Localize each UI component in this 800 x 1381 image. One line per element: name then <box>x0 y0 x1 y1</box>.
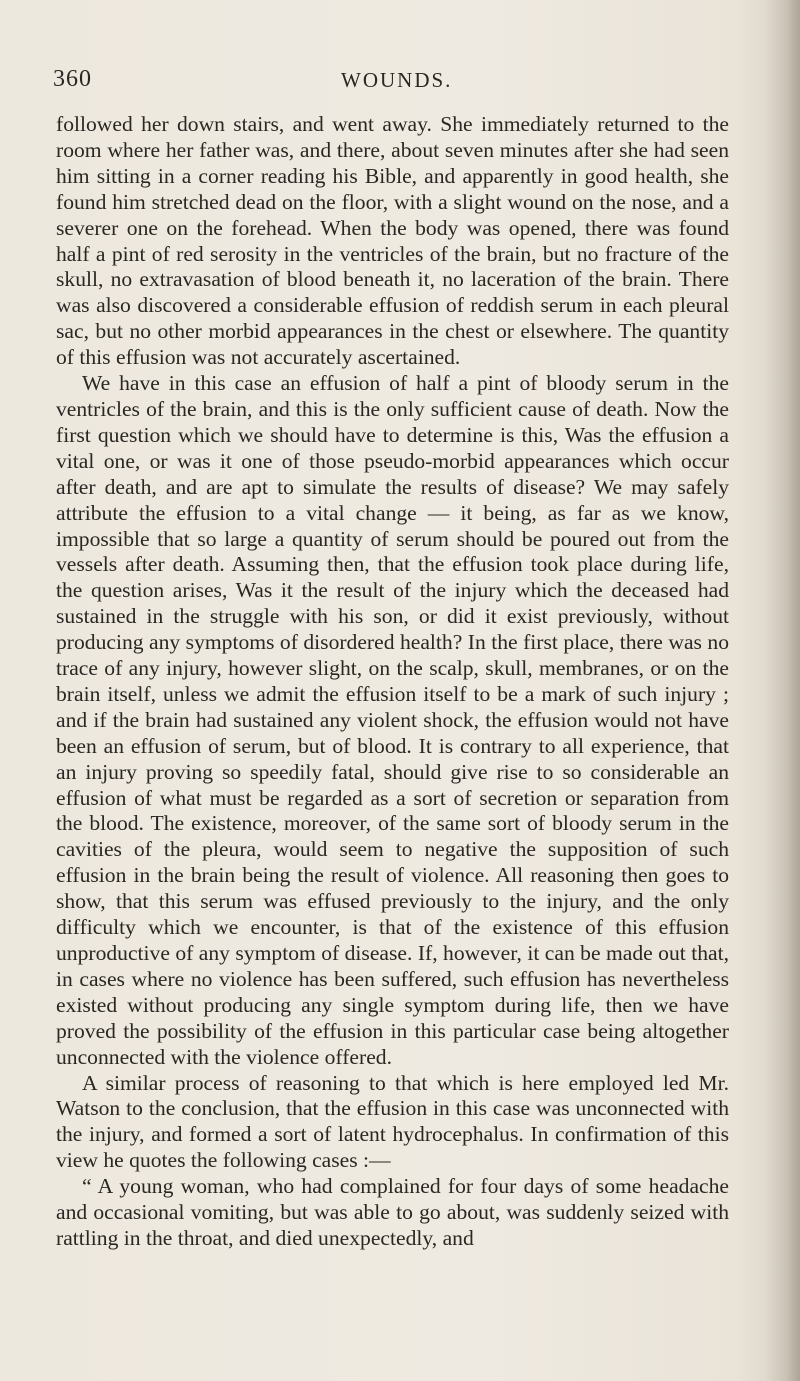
running-head: WOUNDS. <box>341 68 453 92</box>
paragraph: followed her down stairs, and went away. She immediately returned to the room where her father was, and there, about seven minutes after she had seen him sitting in a corner reading his Bible, and apparently in good health, she found him stretched dead on the floor, with a slight wound on the nose, and a severer one on the forehead. When the body was opened, there was found half a pint of red serosity in the ventricles of the brain, but no fracture of the skull, no extravasation of blood beneath it, no laceration of the brain. There was also discovered a considerable effusion of reddish serum in each pleural sac, but no other morbid appearances in the chest or elsewhere. The quantity of this effusion was not accurately ascertained. <box>56 112 729 370</box>
paragraph: A similar process of reasoning to that which is here employed led Mr. Watson to the conclusion, that the effusion in this case was unconnected with the injury, and formed a sort of latent hydrocephalus. In confirmation of this view he quotes the following cases :— <box>56 1070 729 1173</box>
paragraph: We have in this case an effusion of half a pint of bloody serum in the ventricles of the brain, and this is the only sufficient cause of death. Now the first question which we should have to determine is this, Was the effusion a vital one, or was it one of those pseudo-morbid appearances which occur after death, and are apt to simulate the results of disease? We may safely attribute the effusion to a vital change — it being, as far as we know, impossible that so large a quantity of serum should be poured out from the vessels after death. Assuming then, that the effusion took place during life, the question arises, Was it the result of the injury which the deceased had sustained in the struggle with his son, or did it exist previously, without producing any symptoms of disordered health? In the first place, there was no trace of any injury, however slight, on the scalp, skull, membranes, or on the brain itself, unless we admit the effusion itself to be a mark of such injury ; and if the brain had sustained any violent shock, the effusion would not have been an effusion of serum, but of blood. It is contrary to all experience, that an injury proving so speedily fatal, should give rise to so considerable an effusion of what must be regarded as a sort of secretion or separation from the blood. The existence, moreover, of the same sort of bloody serum in the cavities of the pleura, would seem to negative the supposition of such effusion in the brain being the result of violence. All reasoning then goes to show, that this serum was effused previously to the injury, and the only difficulty which we encounter, is that of the existence of this effusion unproductive of any symptom of disease. If, however, it can be made out that, in cases where no violence has been suffered, such effusion has nevertheless existed without producing any single symptom during life, then we have proved the possibility of the effusion in this particular case being altogether unconnected with the violence offered. <box>56 371 729 1069</box>
page-header <box>53 66 733 96</box>
page-edge-shadow <box>764 0 800 1381</box>
page-number: 360 <box>53 66 92 92</box>
paragraph: “ A young woman, who had complained for four days of some headache and occasional vomiting, but was able to go about, was suddenly seized with rattling in the throat, and died unexpectedly, and <box>56 1174 729 1250</box>
body-text <box>56 112 729 1252</box>
